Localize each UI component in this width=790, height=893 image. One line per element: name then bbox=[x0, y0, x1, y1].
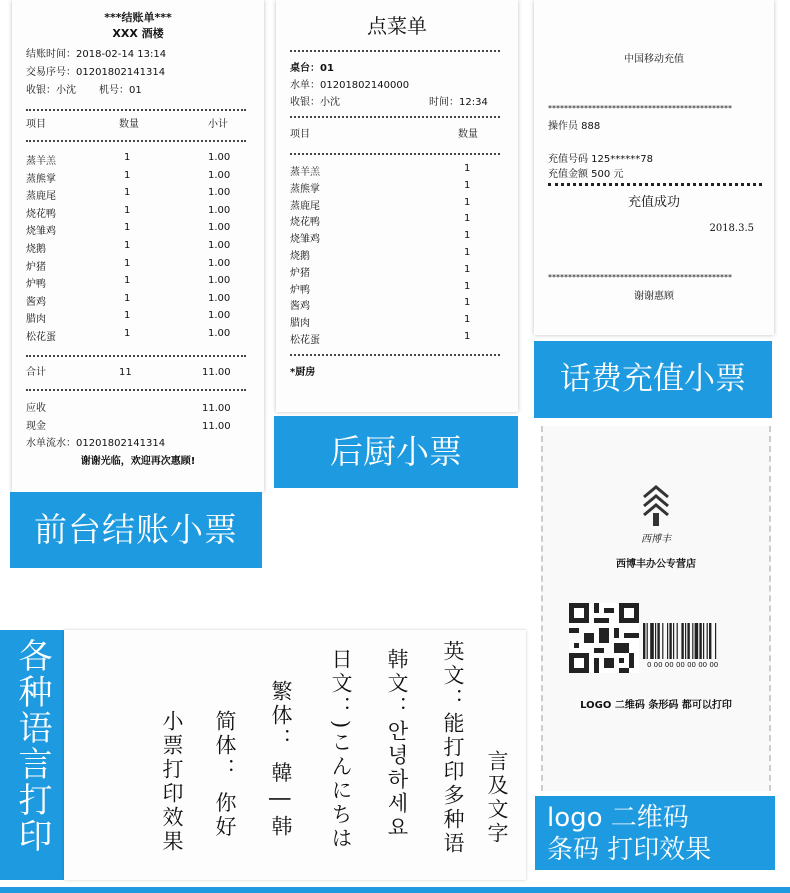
item-qty: 1 bbox=[124, 275, 131, 287]
languages-banner bbox=[0, 630, 64, 880]
item-name: 烧雏鸡 bbox=[26, 226, 56, 238]
language-column: 简体： 你好 bbox=[213, 710, 237, 840]
item-subtotal: 1.00 bbox=[208, 275, 231, 287]
kitchen-footer: *厨房 bbox=[290, 367, 316, 378]
topup-thanks: 谢谢惠顾 bbox=[634, 291, 674, 302]
table-row bbox=[12, 328, 264, 345]
order-number: 水单：01201802140000 bbox=[290, 80, 410, 91]
qr-code-icon bbox=[569, 603, 639, 673]
item-subtotal: 1.00 bbox=[208, 240, 231, 251]
item-list bbox=[12, 152, 264, 347]
item-qty: 1 bbox=[124, 204, 131, 216]
item-name: 炉猪 bbox=[290, 267, 310, 279]
item-qty: 1 bbox=[464, 280, 471, 292]
item-subtotal: 1.00 bbox=[208, 328, 231, 339]
total-quantity: 11 bbox=[119, 367, 132, 378]
item-name: 松花蛋 bbox=[26, 332, 56, 343]
item-name: 烧花鸭 bbox=[26, 208, 56, 220]
item-subtotal: 1.00 bbox=[208, 187, 231, 199]
divider bbox=[26, 355, 246, 357]
table-row bbox=[276, 264, 518, 281]
table-row bbox=[12, 275, 264, 292]
kitchen-title: 点菜单 bbox=[367, 14, 427, 38]
item-qty: 1 bbox=[124, 152, 131, 163]
item-qty: 1 bbox=[464, 230, 471, 242]
item-name: 腊肉 bbox=[290, 318, 310, 330]
item-name: 蒸鹿尾 bbox=[290, 200, 320, 212]
table-row bbox=[12, 293, 264, 310]
item-qty: 1 bbox=[464, 263, 471, 275]
item-qty: 1 bbox=[464, 213, 471, 225]
item-name: 烧花鸭 bbox=[290, 217, 320, 229]
table-row bbox=[276, 281, 518, 298]
item-name: 酱鸡 bbox=[290, 301, 310, 313]
item-qty: 1 bbox=[464, 179, 471, 191]
receipt-title: ***结账单*** bbox=[104, 11, 172, 24]
item-qty: 1 bbox=[124, 240, 131, 251]
barcode-icon bbox=[643, 623, 741, 659]
kitchen-receipt bbox=[276, 0, 518, 412]
front-desk-receipt bbox=[12, 0, 264, 492]
item-qty: 1 bbox=[124, 169, 131, 181]
serial-number: 水单流水：01201802141314 bbox=[26, 438, 166, 449]
item-subtotal: 1.00 bbox=[208, 257, 231, 269]
item-qty: 1 bbox=[124, 292, 131, 304]
topup-receipt bbox=[534, 0, 774, 335]
topup-date: 2018.3.5 bbox=[709, 223, 754, 234]
table-row bbox=[276, 331, 518, 348]
item-qty: 1 bbox=[124, 310, 131, 322]
divider bbox=[290, 116, 500, 118]
receivable-amount: 11.00 bbox=[202, 403, 231, 414]
divider bbox=[290, 354, 500, 356]
table-row bbox=[12, 310, 264, 327]
logo-banner bbox=[535, 796, 775, 870]
receivable-label: 应收 bbox=[26, 403, 46, 414]
star-divider: ********************************************** bbox=[548, 273, 732, 282]
languages-banner-text: 各种语言打印 bbox=[12, 638, 52, 854]
item-qty: 1 bbox=[464, 196, 471, 208]
table-row bbox=[276, 213, 518, 230]
item-name: 炉鸭 bbox=[290, 284, 310, 296]
language-column: 小票打印效果 bbox=[160, 710, 184, 854]
transaction-number: 交易序号：01201802141314 bbox=[26, 67, 166, 78]
phone-number: 充值号码 125******78 bbox=[548, 154, 653, 165]
kitchen-cashier: 收银：小沈 bbox=[290, 97, 340, 108]
cash-amount: 11.00 bbox=[202, 421, 231, 432]
logo-banner-line1: logo 二维码 bbox=[547, 803, 689, 833]
language-sample-paper bbox=[64, 630, 526, 880]
divider bbox=[26, 389, 246, 391]
logo-banner-line2: 条码 打印效果 bbox=[547, 835, 712, 865]
item-qty: 1 bbox=[124, 222, 131, 234]
item-name: 蒸熊掌 bbox=[26, 173, 56, 185]
table-row bbox=[276, 314, 518, 331]
logo-caption: LOGO 二维码 条形码 都可以打印 bbox=[580, 700, 732, 711]
topup-receipt-banner: 话费充值小票 bbox=[534, 341, 772, 418]
order-time: 时间：12:34 bbox=[429, 97, 488, 108]
item-subtotal: 1.00 bbox=[208, 222, 231, 234]
item-subtotal: 1.00 bbox=[208, 152, 231, 163]
table-row bbox=[276, 247, 518, 264]
cashier-name: 收银：小沈 bbox=[26, 85, 76, 96]
thanks-message: 谢谢光临，欢迎再次惠顾! bbox=[80, 456, 196, 467]
header-item: 项目 bbox=[290, 129, 310, 140]
front-receipt-banner: 前台结账小票 bbox=[10, 492, 262, 568]
logo-lettering: 西博丰 bbox=[641, 534, 671, 545]
cash-label: 现金 bbox=[26, 421, 46, 432]
kitchen-receipt-banner: 后厨小票 bbox=[274, 416, 518, 488]
language-column: 韩文：안녕하세요 bbox=[385, 648, 409, 840]
language-column: 繁体： 韓 | 韩 bbox=[269, 680, 293, 840]
item-subtotal: 1.00 bbox=[208, 310, 231, 322]
table-row bbox=[276, 230, 518, 247]
item-name: 蒸羊羔 bbox=[290, 167, 320, 178]
item-name: 酱鸡 bbox=[26, 296, 46, 308]
total-label: 合计 bbox=[26, 367, 46, 378]
table-row bbox=[276, 163, 518, 180]
table-row bbox=[276, 297, 518, 314]
total-amount: 11.00 bbox=[202, 367, 231, 378]
item-qty: 1 bbox=[464, 297, 471, 309]
item-name: 蒸鹿尾 bbox=[26, 191, 56, 203]
language-column: 日文：)こんにちは bbox=[329, 648, 353, 852]
item-name: 腊肉 bbox=[26, 314, 46, 326]
item-name: 烧鹅 bbox=[290, 251, 310, 262]
table-row bbox=[276, 197, 518, 214]
divider bbox=[26, 109, 246, 111]
item-qty: 1 bbox=[464, 163, 471, 174]
table-number: 桌台：01 bbox=[290, 63, 334, 74]
item-name: 炉鸭 bbox=[26, 279, 46, 291]
table-row bbox=[12, 240, 264, 257]
item-name: 松花蛋 bbox=[290, 335, 320, 346]
item-subtotal: 1.00 bbox=[208, 292, 231, 304]
item-qty: 1 bbox=[124, 257, 131, 269]
divider bbox=[290, 50, 500, 52]
header-subtotal: 小计 bbox=[208, 119, 228, 130]
machine-number: 机号：01 bbox=[99, 85, 142, 96]
divider bbox=[290, 153, 500, 155]
item-name: 烧鹅 bbox=[26, 244, 46, 255]
shop-name: XXX 酒楼 bbox=[112, 27, 164, 40]
item-qty: 1 bbox=[124, 328, 131, 339]
item-name: 蒸熊掌 bbox=[290, 183, 320, 195]
item-qty: 1 bbox=[464, 314, 471, 326]
operator-id: 操作员 888 bbox=[548, 121, 601, 132]
item-qty: 1 bbox=[464, 331, 471, 342]
checkout-time: 结账时间：2018-02-14 13:14 bbox=[26, 49, 167, 60]
tree-logo-icon bbox=[639, 483, 673, 527]
logo-receipt bbox=[541, 426, 771, 791]
star-divider: ********************************************** bbox=[548, 104, 732, 113]
table-row bbox=[12, 152, 264, 169]
item-subtotal: 1.00 bbox=[208, 169, 231, 181]
item-subtotal: 1.00 bbox=[208, 204, 231, 216]
item-name: 炉猪 bbox=[26, 261, 46, 273]
table-row bbox=[12, 205, 264, 222]
divider bbox=[26, 140, 246, 142]
store-name: 西博丰办公专营店 bbox=[616, 559, 696, 570]
language-column: 言及文字 bbox=[485, 750, 509, 846]
item-list bbox=[276, 163, 518, 353]
topup-title: 中国移动充值 bbox=[624, 54, 684, 65]
topup-status: 充值成功 bbox=[627, 195, 680, 210]
table-row bbox=[12, 170, 264, 187]
table-row bbox=[12, 187, 264, 204]
table-row bbox=[12, 258, 264, 275]
header-item: 项目 bbox=[26, 119, 46, 130]
item-name: 蒸羊羔 bbox=[26, 156, 56, 167]
header-qty: 数量 bbox=[458, 129, 478, 140]
table-row bbox=[12, 222, 264, 239]
divider bbox=[548, 183, 762, 186]
item-qty: 1 bbox=[464, 247, 471, 258]
item-qty: 1 bbox=[124, 187, 131, 199]
barcode-number: 0 00 00 00 00 00 00 bbox=[647, 661, 719, 669]
header-qty: 数量 bbox=[119, 119, 139, 130]
language-column: 英文：能打印多种语 bbox=[441, 640, 465, 856]
item-name: 烧雏鸡 bbox=[290, 234, 320, 246]
topup-amount: 充值金额 500 元 bbox=[548, 169, 624, 180]
table-row bbox=[276, 180, 518, 197]
bottom-accent-bar bbox=[0, 887, 790, 893]
